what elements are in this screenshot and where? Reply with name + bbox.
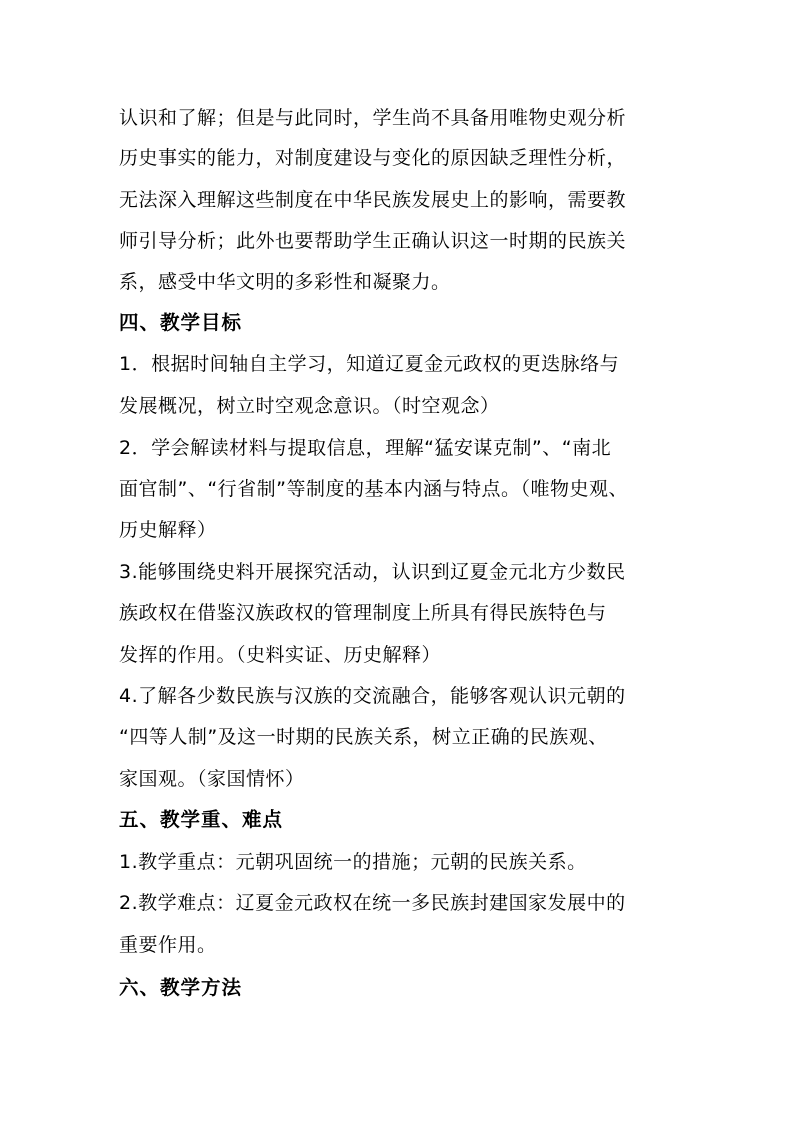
paragraph-line: “四等人制”及这一时期的民族关系，树立正确的民族观、 bbox=[119, 726, 608, 748]
section-heading-objectives: 四、教学目标 bbox=[119, 311, 243, 334]
paragraph-line: 4.了解各少数民族与汉族的交流融合，能够客观认识元朝的 bbox=[119, 685, 626, 707]
paragraph-line: 2．学会解读材料与提取信息，理解“猛安谋克制”、“南北 bbox=[119, 437, 612, 459]
paragraph-line: 2.教学难点：辽夏金元政权在统一多民族封建国家发展中的 bbox=[119, 892, 626, 914]
paragraph-line: 历史事实的能力，对制度建设与变化的原因缺乏理性分析， bbox=[119, 147, 627, 169]
paragraph-line: 面官制”、“行省制”等制度的基本内涵与特点。（唯物史观、 bbox=[119, 478, 629, 500]
paragraph-line: 1．根据时间轴自主学习，知道辽夏金元政权的更迭脉络与 bbox=[119, 353, 620, 375]
paragraph-line: 认识和了解；但是与此同时，学生尚不具备用唯物史观分析 bbox=[119, 107, 627, 129]
paragraph-line: 重要作用。 bbox=[119, 934, 217, 956]
section-heading-key-points: 五、教学重、难点 bbox=[119, 808, 284, 831]
paragraph-line: 系，感受中华文明的多彩性和凝聚力。 bbox=[119, 271, 451, 293]
paragraph-line: 族政权在借鉴汉族政权的管理制度上所具有得民族特色与 bbox=[119, 602, 607, 624]
paragraph-line: 3.能够围绕史料开展探究活动，认识到辽夏金元北方少数民 bbox=[119, 561, 626, 583]
paragraph-line: 家国观。（家国情怀） bbox=[119, 768, 305, 790]
paragraph-line: 发挥的作用。（史料实证、历史解释） bbox=[119, 644, 442, 666]
paragraph-line: 发展概况，树立时空观念意识。（时空观念） bbox=[119, 395, 500, 417]
paragraph-line: 师引导分析；此外也要帮助学生正确认识这一时期的民族关 bbox=[119, 230, 627, 252]
section-heading-methods: 六、教学方法 bbox=[119, 976, 243, 999]
paragraph-line: 无法深入理解这些制度在中华民族发展史上的影响，需要教 bbox=[119, 189, 627, 211]
paragraph-line: 历史解释） bbox=[119, 519, 217, 541]
paragraph-line: 1.教学重点：元朝巩固统一的措施；元朝的民族关系。 bbox=[119, 851, 587, 873]
